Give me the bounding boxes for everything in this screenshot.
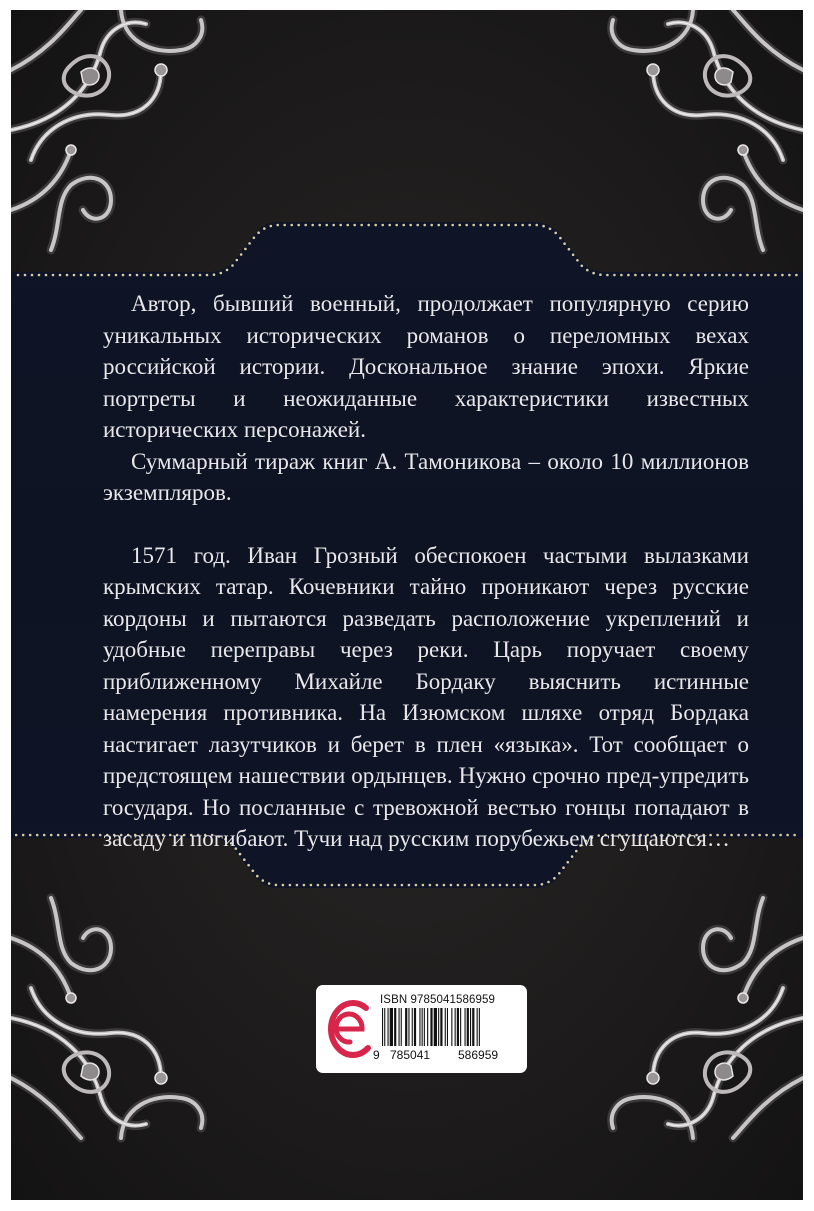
ornament-bottom-left-icon <box>11 888 211 1200</box>
barcode-digits-right: 586959 <box>458 1048 499 1062</box>
barcode-digit-first: 9 <box>373 1048 380 1062</box>
cover-text <box>103 288 749 855</box>
eksmo-logo-icon <box>326 996 374 1062</box>
ornament-top-left-icon <box>11 10 211 260</box>
isbn-barcode-block <box>316 985 527 1073</box>
annotation-paragraph: Автор, бывший военный, продолжает популярную серию уникальных исторических романов о переломных вехах российской истории. Доскональное знание эпохи. Яркие портреты и неожиданные характеристики известных исторических персонажей. <box>103 291 749 442</box>
annotation-paragraph: Суммарный тираж книг А. Тамоникова – около 10 миллионов экземпляров. <box>103 448 749 505</box>
ornament-bottom-right-icon <box>603 888 803 1200</box>
isbn-label: ISBN 9785041586959 <box>380 994 495 1006</box>
synopsis-paragraph: 1571 год. Иван Грозный обеспокоен частыми вылазками крымских татар. Кочевники тайно проникают через русские кордоны и пытаются разведать расположение укреплений и удобные переправы через реки. Царь поручает своему приближенному Михайле Бордаку выяснить истинные намерения противника. На Изюмском шляхе отряд Бордака настигает лазутчиков и берет в плен «языка». Тот сообщает о предстоящем нашествии ордынцев. Нужно срочно пред-упредить государя. Но посланные с тревожной вестью гонцы попадают в засаду и погибают. Тучи над русским порубежьем сгущаются… <box>103 542 749 851</box>
barcode-digits-left: 785041 <box>390 1048 431 1062</box>
book-back-cover <box>11 10 803 1200</box>
ornament-top-right-icon <box>603 10 803 260</box>
barcode-icon <box>382 1008 518 1050</box>
